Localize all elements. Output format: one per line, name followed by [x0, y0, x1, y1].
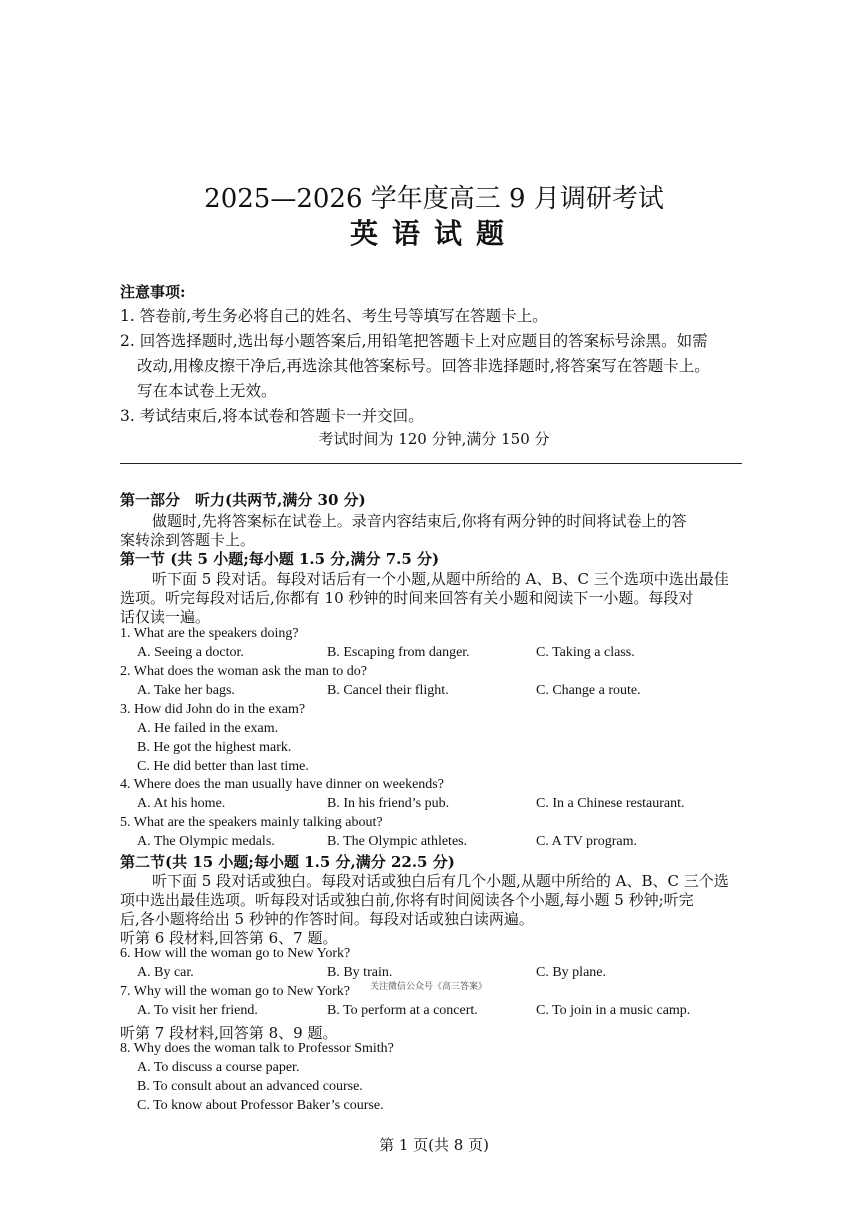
section2-heading: 第二节(共 15 小题;每小题 1.5 分,满分 22.5 分) — [120, 853, 455, 871]
question-7: 7. Why will the woman go to New York? — [120, 984, 350, 999]
q6-option-a: A. By car. — [137, 965, 194, 980]
section2-intro-line-1: 听下面 5 段对话或独白。每段对话或独白后有几个小题,从题中所给的 A、B、C 三个选 — [152, 872, 729, 890]
section2-intro-line-3: 后,各小题将给出 5 秒钟的作答时间。每段对话或独白读两遍。 — [120, 910, 534, 928]
part1-heading: 第一部分 听力(共两节,满分 30 分) — [120, 491, 366, 509]
q8-option-b: B. To consult about an advanced course. — [137, 1079, 363, 1094]
material-6-instruction: 听第 6 段材料,回答第 6、7 题。 — [120, 929, 338, 947]
q3-option-a: A. He failed in the exam. — [137, 721, 279, 736]
subject-title: 英语试题 — [349, 217, 518, 250]
note-2-line-1: 2. 回答选择题时,选出每小题答案后,用铅笔把答题卡上对应题目的答案标号涂黑。如需 — [120, 332, 708, 350]
q5-option-a: A. The Olympic medals. — [137, 834, 275, 849]
exam-time: 考试时间为 120 分钟,满分 150 分 — [318, 430, 550, 448]
q1-option-a: A. Seeing a doctor. — [137, 645, 244, 660]
q5-option-b: B. The Olympic athletes. — [327, 834, 468, 849]
q2-option-c: C. Change a route. — [536, 683, 641, 698]
notes-heading: 注意事项: — [120, 283, 186, 301]
material-7-instruction: 听第 7 段材料,回答第 8、9 题。 — [120, 1024, 338, 1042]
q4-option-a: A. At his home. — [137, 796, 226, 811]
q3-option-c: C. He did better than last time. — [137, 759, 309, 774]
q6-option-b: B. By train. — [327, 965, 393, 980]
q7-option-c: C. To join in a music camp. — [536, 1003, 691, 1018]
section1-heading: 第一节 (共 5 小题;每小题 1.5 分,满分 7.5 分) — [120, 550, 440, 568]
note-2-line-3: 写在本试卷上无效。 — [137, 382, 277, 400]
question-8: 8. Why does the woman talk to Professor Smith? — [120, 1041, 394, 1056]
exam-title: 2025—2026 学年度高三 9 月调研考试 — [204, 184, 664, 214]
q8-option-a: A. To discuss a course paper. — [137, 1060, 300, 1075]
note-2-line-2: 改动,用橡皮擦干净后,再选涂其他答案标号。回答非选择题时,将答案写在答题卡上。 — [137, 357, 710, 375]
q4-option-c: C. In a Chinese restaurant. — [536, 796, 685, 811]
q7-option-a: A. To visit her friend. — [137, 1003, 258, 1018]
section1-intro-line-1: 听下面 5 段对话。每段对话后有一个小题,从题中所给的 A、B、C 三个选项中选出最佳 — [152, 570, 729, 588]
section1-intro-line-2: 选项。听完每段对话后,你都有 10 秒钟的时间来回答有关小题和阅读下一小题。每段对 — [120, 589, 694, 607]
part1-intro-line-1: 做题时,先将答案标在试卷上。录音内容结束后,你将有两分钟的时间将试卷上的答 — [152, 512, 687, 530]
page-number: 第 1 页(共 8 页) — [379, 1136, 489, 1154]
q3-option-b: B. He got the highest mark. — [137, 740, 292, 755]
q2-option-b: B. Cancel their flight. — [327, 683, 449, 698]
section2-intro-line-2: 项中选出最佳选项。听每段对话或独白前,你将有时间阅读各个小题,每小题 5 秒钟;听完 — [120, 891, 694, 909]
q5-option-c: C. A TV program. — [536, 834, 637, 849]
q2-option-a: A. Take her bags. — [137, 683, 235, 698]
question-1: 1. What are the speakers doing? — [120, 626, 299, 641]
q7-option-b: B. To perform at a concert. — [327, 1003, 478, 1018]
q1-option-b: B. Escaping from danger. — [327, 645, 470, 660]
question-6: 6. How will the woman go to New York? — [120, 946, 351, 961]
q4-option-b: B. In his friend’s pub. — [327, 796, 450, 811]
question-2: 2. What does the woman ask the man to do? — [120, 664, 368, 679]
q1-option-c: C. Taking a class. — [536, 645, 635, 660]
q8-option-c: C. To know about Professor Baker’s course. — [137, 1098, 384, 1113]
question-3: 3. How did John do in the exam? — [120, 702, 306, 717]
note-1: 1. 答卷前,考生务必将自己的姓名、考生号等填写在答题卡上。 — [120, 307, 548, 325]
watermark: 关注微信公众号《高三答案》 — [370, 982, 488, 992]
question-4: 4. Where does the man usually have dinner on weekends? — [120, 777, 444, 792]
section1-intro-line-3: 话仅读一遍。 — [120, 608, 211, 626]
question-5: 5. What are the speakers mainly talking about? — [120, 815, 383, 830]
divider — [120, 463, 742, 464]
q6-option-c: C. By plane. — [536, 965, 606, 980]
part1-intro-line-2: 案转涂到答题卡上。 — [120, 531, 256, 549]
note-3: 3. 考试结束后,将本试卷和答题卡一并交回。 — [120, 407, 424, 425]
